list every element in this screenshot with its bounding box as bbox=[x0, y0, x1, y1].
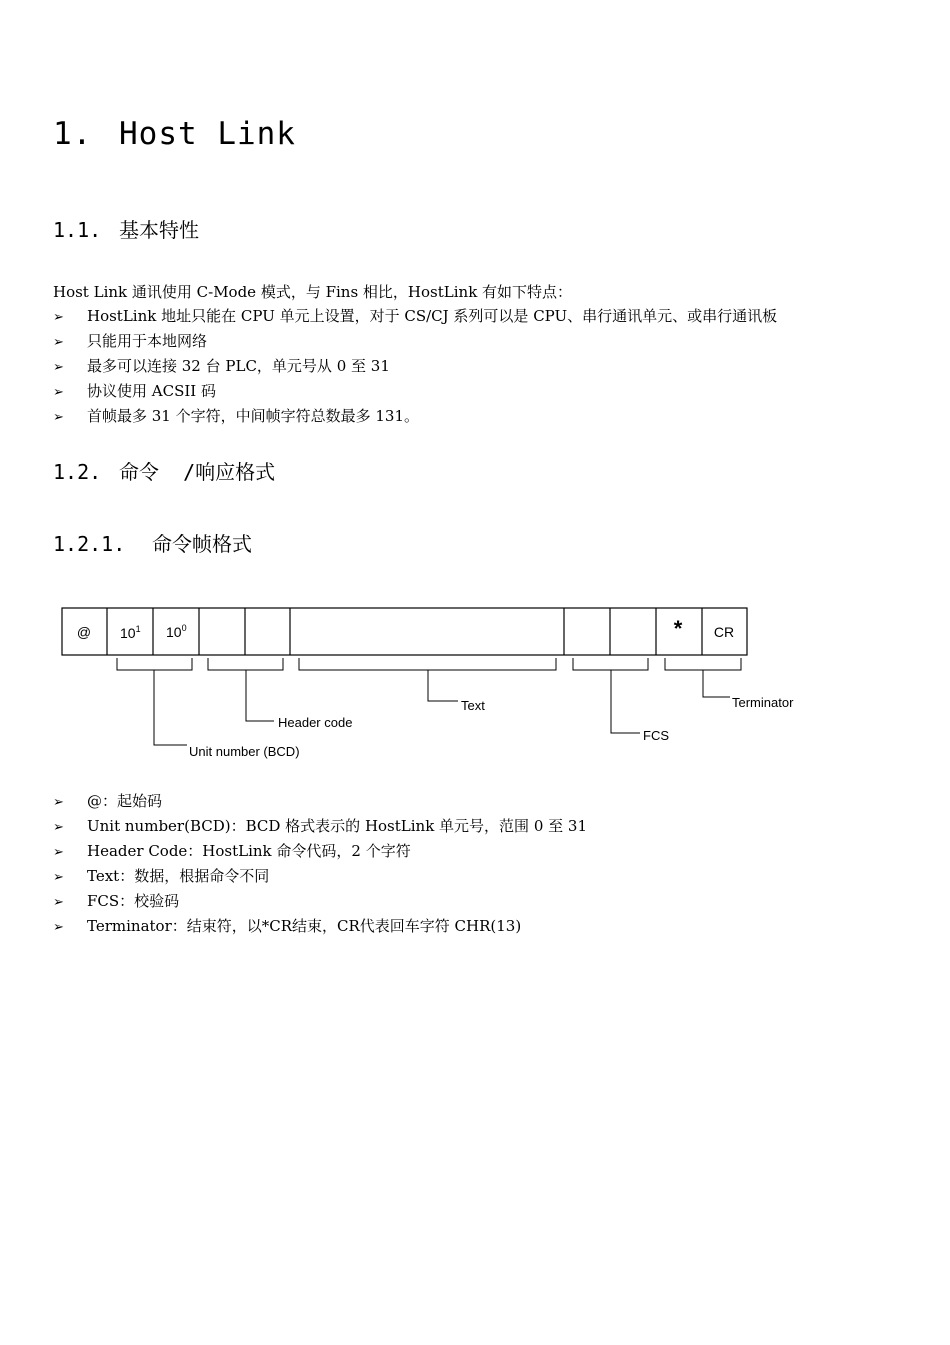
heading-1-2 bbox=[53, 456, 275, 485]
label-terminator: Terminator bbox=[732, 695, 794, 710]
list-item: ➢ Unit number(BCD)：BCD 格式表示的 HostLink 单元号，范围 0 至 31 bbox=[53, 816, 587, 841]
heading-1-2-1 bbox=[53, 528, 252, 557]
list-item: ➢ @：起始码 bbox=[53, 791, 587, 816]
heading-1 bbox=[53, 116, 296, 152]
bullet-arrow-icon: ➢ bbox=[53, 845, 64, 860]
bullet-arrow-icon: ➢ bbox=[53, 410, 64, 425]
heading-1-1-title: 基本特性 bbox=[119, 218, 199, 242]
bullet-arrow-icon: ➢ bbox=[53, 310, 64, 325]
heading-1-2-1-number: 1.2.1. bbox=[53, 532, 126, 556]
cell-at: @ bbox=[76, 624, 92, 640]
label-fcs: FCS bbox=[643, 728, 669, 743]
bullet-arrow-icon: ➢ bbox=[53, 920, 64, 935]
list-item: ➢ FCS：校验码 bbox=[53, 891, 587, 916]
list-item: ➢ 协议使用 ACSII 码 bbox=[53, 381, 777, 406]
cell-ten0: $10^0$ bbox=[166, 623, 187, 640]
bullet-arrow-icon: ➢ bbox=[53, 795, 64, 810]
list-item: ➢ 只能用于本地网络 bbox=[53, 331, 777, 356]
bullet-arrow-icon: ➢ bbox=[53, 820, 64, 835]
frame-outline bbox=[62, 608, 747, 655]
cell-ten1: $10^1$ bbox=[120, 624, 141, 641]
heading-1-2-1-title: 命令帧格式 bbox=[152, 532, 252, 556]
label-text: Text bbox=[461, 698, 485, 713]
heading-1-1 bbox=[53, 214, 199, 243]
bullet-arrow-icon: ➢ bbox=[53, 895, 64, 910]
feature-list bbox=[53, 306, 777, 431]
field-description-list bbox=[53, 791, 587, 941]
list-item: ➢ 最多可以连接 32 台 PLC，单元号从 0 至 31 bbox=[53, 356, 777, 381]
heading-1-2-number: 1.2. bbox=[53, 460, 102, 484]
bullet-arrow-icon: ➢ bbox=[53, 360, 64, 375]
list-item: ➢ Text：数据，根据命令不同 bbox=[53, 866, 587, 891]
list-item: ➢ Terminator：结束符，以*CR结束，CR代表回车字符 CHR(13) bbox=[53, 916, 587, 941]
heading-1-title: Host Link bbox=[119, 116, 296, 152]
heading-1-2-title: 命令 /响应格式 bbox=[119, 460, 276, 484]
label-unit-number: Unit number (BCD) bbox=[189, 744, 300, 759]
bullet-arrow-icon: ➢ bbox=[53, 385, 64, 400]
heading-1-number: 1. bbox=[53, 116, 93, 152]
bullet-arrow-icon: ➢ bbox=[53, 870, 64, 885]
heading-1-1-number: 1.1. bbox=[53, 218, 102, 242]
label-header-code: Header code bbox=[278, 715, 353, 730]
intro-paragraph: Host Link 通讯使用 C-Mode 模式，与 Fins 相比，HostLink 有如下特点： bbox=[53, 283, 573, 301]
list-item: ➢ 首帧最多 31 个字符，中间帧字符总数最多 131。 bbox=[53, 406, 777, 431]
cell-cr: CR bbox=[713, 624, 735, 640]
cell-star: * bbox=[673, 616, 683, 641]
command-frame-diagram bbox=[58, 600, 818, 765]
list-item: ➢ HostLink 地址只能在 CPU 单元上设置，对于 CS/CJ 系列可以是 CPU、串行通讯单元、或串行通讯板 bbox=[53, 306, 777, 331]
bullet-arrow-icon: ➢ bbox=[53, 335, 64, 350]
list-item: ➢ Header Code：HostLink 命令代码，2 个字符 bbox=[53, 841, 587, 866]
